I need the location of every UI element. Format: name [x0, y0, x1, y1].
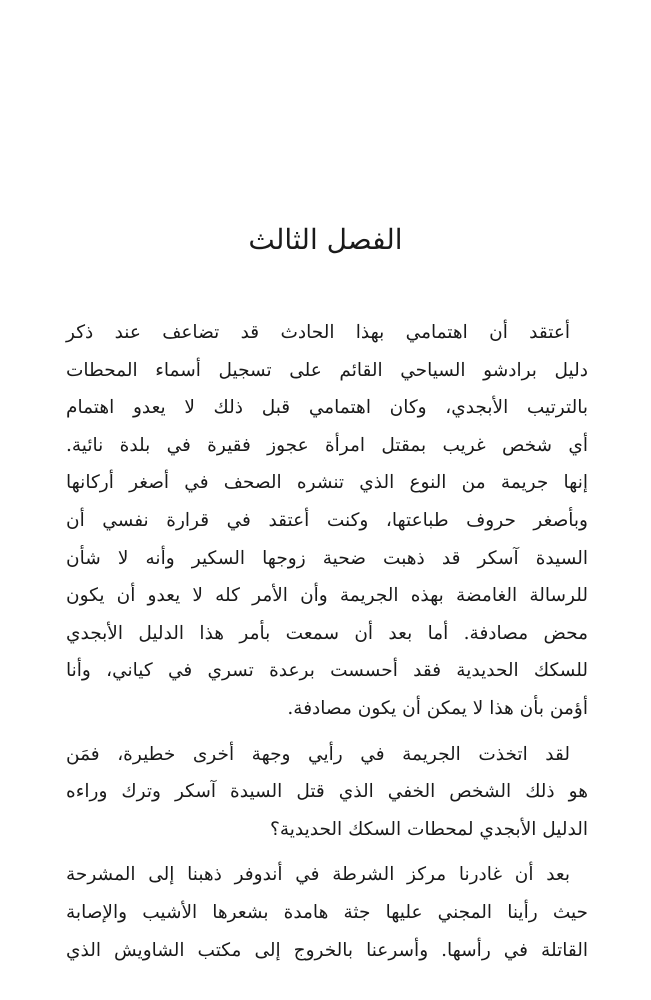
text-line: دليل برادشو السياحي القائم على تسجيل أسماء المحطات: [66, 359, 588, 381]
text-line: أؤمن بأن هذا لا يمكن أن يكون مصادفة.: [287, 697, 588, 719]
text-line: السيدة آسكر قد ذهبت ضحية زوجها السكير وأنه لا شأن: [66, 547, 588, 569]
chapter-title: الفصل الثالث: [248, 223, 403, 256]
text-line: وبأصغر حروف طباعتها، وكنت أعتقد في قرارة نفسي أن: [66, 509, 588, 531]
paragraph-3: [66, 856, 588, 969]
text-line: بالترتيب الأبجدي، وكان اهتمامي قبل ذلك لا يعدو اهتمام: [66, 397, 588, 419]
paragraph-2: [66, 736, 588, 849]
text-line: أعتقد أن اهتمامي بهذا الحادث قد تضاعف عند ذكر: [66, 322, 570, 343]
text-line: أي شخص غريب بمقتل امرأة عجوز فقيرة في بلدة نائية.: [66, 434, 588, 456]
paragraph-spacer: [66, 848, 588, 856]
text-line: لقد اتخذت الجريمة في رأيي وجهة أخرى خطيرة، فمَن: [66, 743, 570, 765]
text-line: القاتلة في رأسها. وأسرعنا بالخروج إلى مكتب الشاويش الذي: [66, 939, 588, 961]
paragraph-spacer: [66, 728, 588, 736]
text-line: بعد أن غادرنا مركز الشرطة في أندوفر ذهبنا إلى المشرحة: [66, 864, 570, 886]
text-line: حيث رأينا المجني عليها جثة هامدة بشعرها الأشيب والإصابة: [66, 901, 588, 923]
paragraph-1: [66, 314, 588, 728]
text-line: للسكك الحديدية فقد أحسست برعدة تسري في كياني، وأنا: [66, 660, 588, 682]
text-line: للرسالة الغامضة بهذه الجريمة وأن الأمر كله لا يعدو أن يكون: [66, 585, 588, 607]
text-line: محض مصادفة. أما بعد أن سمعت بأمر هذا الدليل الأبجدي: [66, 622, 588, 644]
text-line: إنها جريمة من النوع الذي تنشره الصحف في أصغر أركانها: [66, 472, 588, 494]
text-line: هو ذلك الشخص الخفي الذي قتل السيدة آسكر وترك وراءه: [66, 781, 588, 803]
text-line: الدليل الأبجدي لمحطات السكك الحديدية؟: [270, 818, 588, 840]
chapter-body: [66, 314, 588, 969]
